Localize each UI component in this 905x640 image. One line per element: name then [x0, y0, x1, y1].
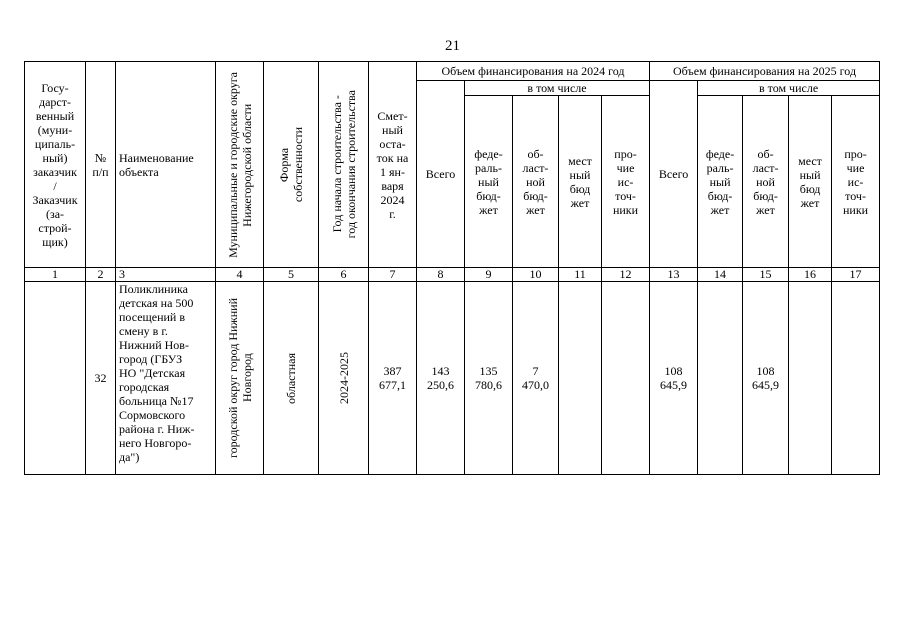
header-other-2024: про- чие ис- точ- ники [602, 96, 650, 268]
column-number: 8 [417, 268, 465, 282]
header-total-2025: Всего [650, 81, 698, 268]
cell-years [319, 282, 369, 475]
column-number: 7 [369, 268, 417, 282]
header-customer: Госу- дарст- венный (муни- ципаль- ный) заказчик / Заказчик (за- строй- щик) [25, 62, 86, 268]
column-number-row [25, 268, 880, 282]
cell-customer [25, 282, 86, 475]
header-municipality [216, 62, 264, 268]
cell-federal-2024: 135 780,6 [465, 282, 513, 475]
financing-table [24, 61, 880, 475]
table-row [25, 282, 880, 475]
header-federal-2024: феде- раль- ный бюд- жет [465, 96, 513, 268]
column-number: 13 [650, 268, 698, 282]
page-number: 21 [445, 38, 460, 54]
cell-other-2025 [832, 282, 880, 475]
cell-other-2024 [602, 282, 650, 475]
cell-total-2024: 143 250,6 [417, 282, 465, 475]
column-number: 3 [116, 268, 216, 282]
column-number: 9 [465, 268, 513, 282]
header-fin-2025: Объем финансирования на 2025 год [650, 62, 880, 81]
header-total-2024: Всего [417, 81, 465, 268]
cell-local-2024 [559, 282, 602, 475]
cell-regional-2025: 108 645,9 [743, 282, 789, 475]
cell-years-text: 2024-2025 [336, 352, 351, 404]
cell-total-2025: 108 645,9 [650, 282, 698, 475]
cell-local-2025 [789, 282, 832, 475]
column-number: 1 [25, 268, 86, 282]
header-local-2025: мест ный бюд жет [789, 96, 832, 268]
header-federal-2025: феде- раль- ный бюд- жет [698, 96, 743, 268]
cell-ownership [264, 282, 319, 475]
header-ownership [264, 62, 319, 268]
header-other-2025: про- чие ис- точ- ники [832, 96, 880, 268]
header-including-2024: в том числе [465, 81, 650, 96]
column-number: 16 [789, 268, 832, 282]
cell-regional-2024: 7 470,0 [513, 282, 559, 475]
header-years [319, 62, 369, 268]
cell-municipality [216, 282, 264, 475]
column-number: 10 [513, 268, 559, 282]
cell-num: 32 [86, 282, 116, 475]
column-number: 15 [743, 268, 789, 282]
header-years-text: Год начала строительства - год окончания строительства [329, 90, 358, 239]
header-including-2025: в том числе [698, 81, 880, 96]
header-name: Наименование объекта [116, 62, 216, 268]
column-number: 11 [559, 268, 602, 282]
header-municipality-text: Муниципальные и городские округа Нижегородской области [225, 71, 254, 258]
header-ownership-text: Форма собственности [277, 126, 305, 203]
cell-ownership-text: областная [284, 352, 298, 404]
column-number: 5 [264, 268, 319, 282]
cell-balance: 387 677,1 [369, 282, 417, 475]
header-fin-2024: Объем финансирования на 2024 год [417, 62, 650, 81]
header-local-2024: мест ный бюд жет [559, 96, 602, 268]
header-regional-2024: об- ласт- ной бюд- жет [513, 96, 559, 268]
header-num: № п/п [86, 62, 116, 268]
header-balance: Смет- ный оста- ток на 1 ян- варя 2024 г. [369, 62, 417, 268]
column-number: 6 [319, 268, 369, 282]
cell-object-name: Поликлиника детская на 500 посещений в смену в г. Нижний Нов- город (ГБУЗ НО "Детская городская больница №17 Сормовского района г. Ниж- него Новгоро- да") [116, 282, 216, 475]
column-number: 2 [86, 268, 116, 282]
column-number: 14 [698, 268, 743, 282]
header-regional-2025: об- ласт- ной бюд- жет [743, 96, 789, 268]
column-number: 4 [216, 268, 264, 282]
cell-municipality-text: городской округ город Нижний Новгород [225, 298, 254, 458]
column-number: 17 [832, 268, 880, 282]
column-number: 12 [602, 268, 650, 282]
cell-federal-2025 [698, 282, 743, 475]
